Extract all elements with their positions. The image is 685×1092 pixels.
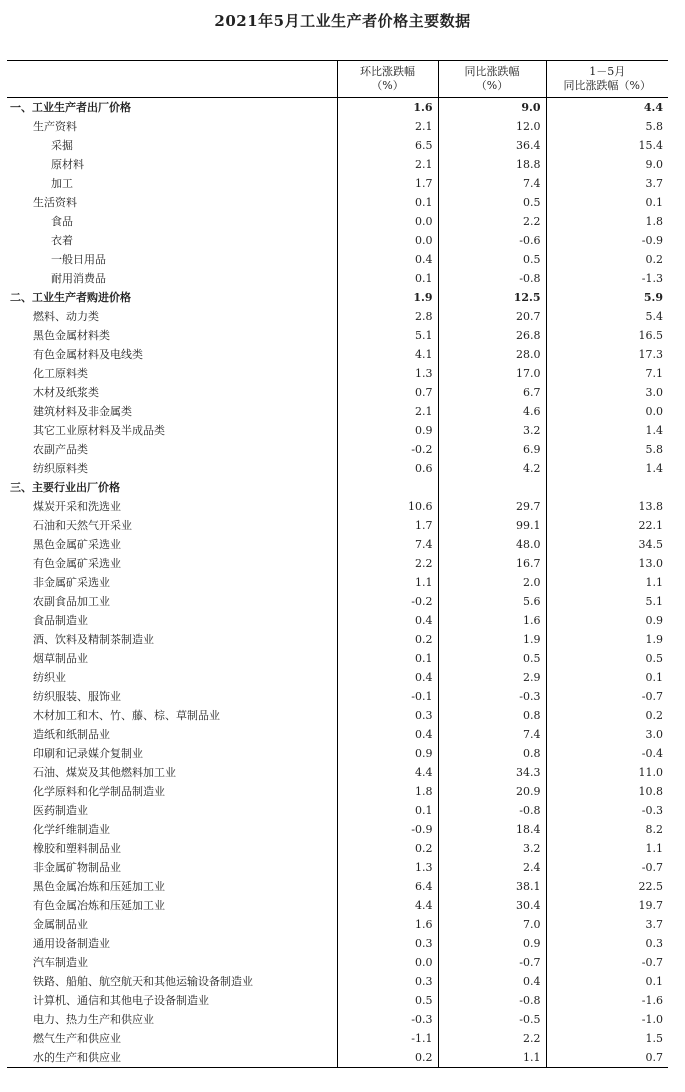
row-ytd-value: 3.7: [546, 174, 668, 193]
table-row: [7, 915, 668, 934]
row-label: 橡胶和塑料制品业: [33, 842, 121, 855]
row-ytd-value: 1.5: [546, 1029, 668, 1048]
table-row: [7, 231, 668, 250]
row-mom-value: 2.1: [337, 402, 438, 421]
row-label: 印刷和记录媒介复制业: [33, 747, 143, 760]
table-row: [7, 535, 668, 554]
table-row: [7, 896, 668, 915]
row-yoy-value: 20.7: [438, 307, 546, 326]
row-ytd-value: 0.5: [546, 649, 668, 668]
row-yoy-value: -0.8: [438, 269, 546, 288]
row-label: 医药制造业: [33, 804, 88, 817]
row-mom-value: 1.7: [337, 174, 438, 193]
table-row: [7, 421, 668, 440]
row-ytd-value: 19.7: [546, 896, 668, 915]
table-row: [7, 801, 668, 820]
table-row: [7, 497, 668, 516]
row-ytd-value: 1.1: [546, 839, 668, 858]
row-mom-value: 0.9: [337, 421, 438, 440]
row-yoy-value: 1.6: [438, 611, 546, 630]
table-row: [7, 516, 668, 535]
table-row: [7, 744, 668, 763]
row-mom-value: -0.2: [337, 592, 438, 611]
row-yoy-value: -0.5: [438, 1010, 546, 1029]
row-ytd-value: 0.2: [546, 706, 668, 725]
row-yoy-value: 20.9: [438, 782, 546, 801]
table-row: [7, 611, 668, 630]
row-label: 铁路、船舶、航空航天和其他运输设备制造业: [33, 975, 253, 988]
row-yoy-value: -0.8: [438, 801, 546, 820]
table-row: [7, 117, 668, 136]
header-mom-line1: 环比涨跌幅: [360, 65, 415, 78]
row-mom-value: 6.4: [337, 877, 438, 896]
row-ytd-value: 17.3: [546, 345, 668, 364]
row-yoy-value: 0.9: [438, 934, 546, 953]
row-mom-value: 0.4: [337, 668, 438, 687]
row-ytd-value: 11.0: [546, 763, 668, 782]
row-label: 食品: [51, 215, 73, 228]
row-yoy-value: 2.2: [438, 212, 546, 231]
table-row: [7, 1048, 668, 1068]
row-label: 原材料: [51, 158, 84, 171]
row-mom-value: 1.8: [337, 782, 438, 801]
table-row: [7, 725, 668, 744]
row-ytd-value: 3.0: [546, 725, 668, 744]
row-ytd-value: 15.4: [546, 136, 668, 155]
row-ytd-value: [546, 478, 668, 497]
row-ytd-value: -0.4: [546, 744, 668, 763]
table-row: [7, 402, 668, 421]
row-label: 加工: [51, 177, 73, 190]
table-row: [7, 991, 668, 1010]
row-mom-value: [337, 478, 438, 497]
row-ytd-value: -0.7: [546, 687, 668, 706]
row-yoy-value: 99.1: [438, 516, 546, 535]
row-mom-value: 6.5: [337, 136, 438, 155]
row-label: 一般日用品: [51, 253, 106, 266]
table-row: [7, 345, 668, 364]
row-ytd-value: 1.1: [546, 573, 668, 592]
header-ytd-line2: 同比涨跌幅（%）: [563, 79, 651, 92]
row-label: 通用设备制造业: [33, 937, 110, 950]
row-ytd-value: 0.0: [546, 402, 668, 421]
row-yoy-value: 0.5: [438, 649, 546, 668]
row-yoy-value: 6.7: [438, 383, 546, 402]
row-yoy-value: 16.7: [438, 554, 546, 573]
table-row: [7, 440, 668, 459]
row-label: 非金属矿物制品业: [33, 861, 121, 874]
row-mom-value: 2.1: [337, 117, 438, 136]
row-ytd-value: 0.1: [546, 193, 668, 212]
row-ytd-value: 1.9: [546, 630, 668, 649]
table-row: [7, 687, 668, 706]
table-row: [7, 668, 668, 687]
row-mom-value: 1.9: [337, 288, 438, 307]
table-row: [7, 174, 668, 193]
row-yoy-value: 12.5: [438, 288, 546, 307]
row-mom-value: 2.8: [337, 307, 438, 326]
row-label: 水的生产和供应业: [7, 1048, 337, 1068]
row-ytd-value: -0.3: [546, 801, 668, 820]
row-ytd-value: 7.1: [546, 364, 668, 383]
row-mom-value: 0.5: [337, 991, 438, 1010]
row-mom-value: 7.4: [337, 535, 438, 554]
table-row: [7, 592, 668, 611]
row-mom-value: 0.0: [337, 212, 438, 231]
row-yoy-value: 0.4: [438, 972, 546, 991]
row-ytd-value: 22.1: [546, 516, 668, 535]
row-ytd-value: -1.0: [546, 1010, 668, 1029]
table-row: [7, 269, 668, 288]
row-ytd-value: 4.4: [546, 98, 668, 118]
row-yoy-value: 3.2: [438, 839, 546, 858]
row-mom-value: 0.7: [337, 383, 438, 402]
row-mom-value: 4.4: [337, 896, 438, 915]
row-yoy-value: 0.8: [438, 744, 546, 763]
row-mom-value: 0.9: [337, 744, 438, 763]
row-ytd-value: 13.0: [546, 554, 668, 573]
row-label: 其它工业原材料及半成品类: [33, 424, 165, 437]
header-yoy: [438, 61, 546, 98]
row-ytd-value: 13.8: [546, 497, 668, 516]
table-row: [7, 193, 668, 212]
row-ytd-value: -1.3: [546, 269, 668, 288]
table-body: [7, 98, 668, 1068]
header-yoy-line2: （%）: [475, 79, 509, 92]
row-yoy-value: 4.6: [438, 402, 546, 421]
row-mom-value: 1.3: [337, 364, 438, 383]
table-row: [7, 307, 668, 326]
row-ytd-value: 10.8: [546, 782, 668, 801]
row-ytd-value: 0.3: [546, 934, 668, 953]
row-yoy-value: 18.4: [438, 820, 546, 839]
row-label: 煤炭开采和洗选业: [33, 500, 121, 513]
row-label: 黑色金属矿采选业: [33, 538, 121, 551]
row-mom-value: 5.1: [337, 326, 438, 345]
row-label: 非金属矿采选业: [33, 576, 110, 589]
row-yoy-value: -0.3: [438, 687, 546, 706]
table-row: [7, 706, 668, 725]
row-label: 有色金属冶炼和压延加工业: [33, 899, 165, 912]
table-row: [7, 459, 668, 478]
row-label: 生产资料: [33, 120, 77, 133]
row-ytd-value: 0.1: [546, 972, 668, 991]
row-mom-value: 0.6: [337, 459, 438, 478]
row-ytd-value: 5.9: [546, 288, 668, 307]
row-yoy-value: 7.0: [438, 915, 546, 934]
row-ytd-value: -0.9: [546, 231, 668, 250]
table-row: [7, 136, 668, 155]
row-ytd-value: 3.0: [546, 383, 668, 402]
row-mom-value: -0.2: [337, 440, 438, 459]
header-mom: [337, 61, 438, 98]
row-ytd-value: -1.6: [546, 991, 668, 1010]
row-label: 电力、热力生产和供应业: [33, 1013, 154, 1026]
row-yoy-value: 17.0: [438, 364, 546, 383]
row-yoy-value: -0.7: [438, 953, 546, 972]
table-row: [7, 820, 668, 839]
row-ytd-value: 8.2: [546, 820, 668, 839]
row-yoy-value: [438, 478, 546, 497]
row-label: 化工原料类: [33, 367, 88, 380]
row-label: 建筑材料及非金属类: [33, 405, 132, 418]
row-yoy-value: 0.8: [438, 706, 546, 725]
table-row: [7, 155, 668, 174]
row-ytd-value: 0.1: [546, 668, 668, 687]
header-category: [7, 61, 337, 98]
header-mom-line2: （%）: [371, 79, 404, 92]
table-row: [7, 554, 668, 573]
row-mom-value: 0.2: [337, 630, 438, 649]
row-ytd-value: 5.8: [546, 440, 668, 459]
table-row: [7, 877, 668, 896]
row-ytd-value: 5.1: [546, 592, 668, 611]
row-label: 汽车制造业: [33, 956, 88, 969]
row-yoy-value: 36.4: [438, 136, 546, 155]
table-row: [7, 953, 668, 972]
row-yoy-value: 4.2: [438, 459, 546, 478]
row-ytd-value: 5.4: [546, 307, 668, 326]
table-row: [7, 364, 668, 383]
row-mom-value: 1.6: [337, 98, 438, 118]
row-label: 耐用消费品: [51, 272, 106, 285]
row-mom-value: 1.3: [337, 858, 438, 877]
header-ytd: [546, 61, 668, 98]
table-row: [7, 972, 668, 991]
header-yoy-line1: 同比涨跌幅: [464, 65, 520, 78]
row-ytd-value: 0.9: [546, 611, 668, 630]
row-label: 农副产品类: [33, 443, 88, 456]
row-mom-value: 0.1: [337, 193, 438, 212]
row-mom-value: 4.4: [337, 763, 438, 782]
row-label: 一、工业生产者出厂价格: [10, 101, 131, 114]
row-label: 酒、饮料及精制茶制造业: [33, 633, 154, 646]
row-ytd-value: 0.2: [546, 250, 668, 269]
row-ytd-value: 16.5: [546, 326, 668, 345]
row-label: 计算机、通信和其他电子设备制造业: [33, 994, 209, 1007]
row-mom-value: 0.1: [337, 649, 438, 668]
row-yoy-value: 0.5: [438, 193, 546, 212]
row-mom-value: 0.4: [337, 725, 438, 744]
row-ytd-value: 5.8: [546, 117, 668, 136]
table-row: [7, 478, 668, 497]
row-yoy-value: 6.9: [438, 440, 546, 459]
row-label: 纺织业: [33, 671, 66, 684]
row-mom-value: 2.2: [337, 554, 438, 573]
row-yoy-value: 5.6: [438, 592, 546, 611]
row-ytd-value: 9.0: [546, 155, 668, 174]
row-label: 采掘: [51, 139, 73, 152]
table-header-row: [7, 61, 668, 98]
row-mom-value: 4.1: [337, 345, 438, 364]
row-yoy-value: 2.9: [438, 668, 546, 687]
row-yoy-value: 34.3: [438, 763, 546, 782]
row-label: 二、工业生产者购进价格: [10, 291, 131, 304]
row-mom-value: 0.2: [337, 1048, 438, 1068]
row-label: 衣着: [51, 234, 73, 247]
row-mom-value: 1.6: [337, 915, 438, 934]
row-yoy-value: 28.0: [438, 345, 546, 364]
table-row: [7, 630, 668, 649]
row-yoy-value: -0.8: [438, 991, 546, 1010]
page-title: 2021年5月工业生产者价格主要数据: [214, 12, 471, 30]
table-row: [7, 934, 668, 953]
row-label: 化学纤维制造业: [33, 823, 110, 836]
table-row: [7, 383, 668, 402]
row-label: 石油和天然气开采业: [33, 519, 132, 532]
row-label: 黑色金属冶炼和压延加工业: [33, 880, 165, 893]
row-yoy-value: 18.8: [438, 155, 546, 174]
row-mom-value: 10.6: [337, 497, 438, 516]
row-label: 烟草制品业: [33, 652, 88, 665]
row-mom-value: -0.3: [337, 1010, 438, 1029]
table-row: [7, 839, 668, 858]
row-yoy-value: 2.0: [438, 573, 546, 592]
row-yoy-value: 30.4: [438, 896, 546, 915]
row-mom-value: 0.1: [337, 269, 438, 288]
row-yoy-value: 9.0: [438, 98, 546, 118]
table-row: [7, 250, 668, 269]
row-yoy-value: 2.2: [438, 1029, 546, 1048]
row-yoy-value: 29.7: [438, 497, 546, 516]
row-label: 黑色金属材料类: [33, 329, 110, 342]
row-mom-value: -0.9: [337, 820, 438, 839]
row-label: 生活资料: [33, 196, 77, 209]
row-ytd-value: -0.7: [546, 953, 668, 972]
table-row: [7, 98, 668, 118]
row-ytd-value: 1.4: [546, 459, 668, 478]
row-ytd-value: -0.7: [546, 858, 668, 877]
row-ytd-value: 1.4: [546, 421, 668, 440]
row-mom-value: 0.0: [337, 953, 438, 972]
table-row: [7, 1010, 668, 1029]
row-label: 金属制品业: [33, 918, 88, 931]
row-mom-value: -0.1: [337, 687, 438, 706]
row-ytd-value: 1.8: [546, 212, 668, 231]
row-mom-value: 0.0: [337, 231, 438, 250]
row-label: 农副食品加工业: [33, 595, 110, 608]
row-label: 造纸和纸制品业: [33, 728, 110, 741]
row-label: 有色金属材料及电线类: [33, 348, 143, 361]
row-yoy-value: 1.1: [438, 1048, 546, 1068]
row-yoy-value: 1.9: [438, 630, 546, 649]
row-label: 三、主要行业出厂价格: [10, 481, 120, 494]
row-yoy-value: 2.4: [438, 858, 546, 877]
row-mom-value: 0.3: [337, 972, 438, 991]
row-yoy-value: 48.0: [438, 535, 546, 554]
row-label: 燃气生产和供应业: [33, 1032, 121, 1045]
row-mom-value: 0.3: [337, 934, 438, 953]
row-label: 燃料、动力类: [33, 310, 99, 323]
row-yoy-value: 7.4: [438, 725, 546, 744]
row-label: 化学原料和化学制品制造业: [33, 785, 165, 798]
row-yoy-value: 38.1: [438, 877, 546, 896]
row-label: 有色金属矿采选业: [33, 557, 121, 570]
row-yoy-value: 7.4: [438, 174, 546, 193]
table-row: [7, 1029, 668, 1048]
row-mom-value: -1.1: [337, 1029, 438, 1048]
row-mom-value: 1.7: [337, 516, 438, 535]
row-ytd-value: 34.5: [546, 535, 668, 554]
table-row: [7, 858, 668, 877]
table-row: [7, 782, 668, 801]
row-label: 石油、煤炭及其他燃料加工业: [33, 766, 176, 779]
row-label: 木材加工和木、竹、藤、棕、草制品业: [33, 709, 220, 722]
row-mom-value: 2.1: [337, 155, 438, 174]
row-mom-value: 0.4: [337, 611, 438, 630]
table-row: [7, 649, 668, 668]
row-label: 纺织原料类: [33, 462, 88, 475]
row-yoy-value: 12.0: [438, 117, 546, 136]
table-row: [7, 326, 668, 345]
table-row: [7, 212, 668, 231]
row-mom-value: 0.3: [337, 706, 438, 725]
row-label: 食品制造业: [33, 614, 88, 627]
row-yoy-value: -0.6: [438, 231, 546, 250]
header-ytd-line1: 1－5月: [589, 65, 626, 78]
price-data-table: [7, 60, 668, 1068]
row-yoy-value: 3.2: [438, 421, 546, 440]
row-ytd-value: 0.7: [546, 1048, 668, 1068]
table-row: [7, 763, 668, 782]
table-row: [7, 573, 668, 592]
row-mom-value: 0.2: [337, 839, 438, 858]
row-ytd-value: 22.5: [546, 877, 668, 896]
row-label: 纺织服装、服饰业: [33, 690, 121, 703]
row-yoy-value: 0.5: [438, 250, 546, 269]
row-mom-value: 0.1: [337, 801, 438, 820]
row-mom-value: 0.4: [337, 250, 438, 269]
row-ytd-value: 3.7: [546, 915, 668, 934]
row-mom-value: 1.1: [337, 573, 438, 592]
row-yoy-value: 26.8: [438, 326, 546, 345]
table-row: [7, 288, 668, 307]
row-label: 木材及纸浆类: [33, 386, 99, 399]
